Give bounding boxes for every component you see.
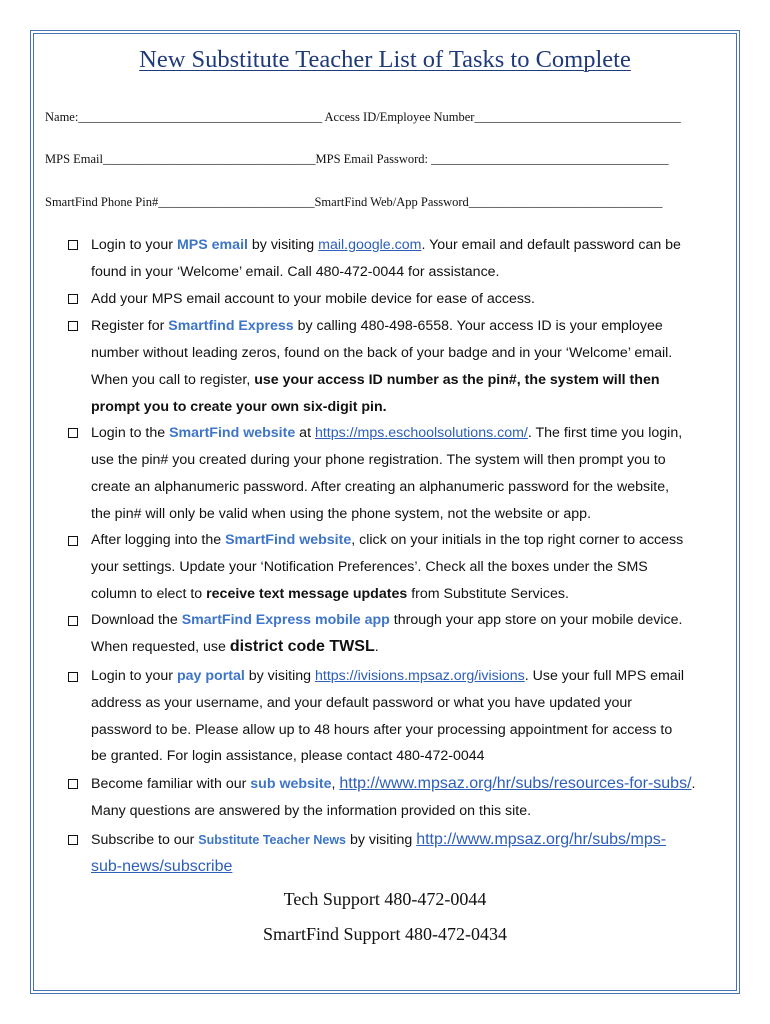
task-checkbox[interactable] <box>68 835 78 845</box>
task-checkbox[interactable] <box>68 294 78 304</box>
smartfind-support: SmartFind Support 480-472-0434 <box>262 924 507 944</box>
mps-email-field[interactable]: MPS Email__________________________________ <box>45 152 316 166</box>
field-row-email <box>45 152 725 167</box>
ivisions-link[interactable]: https://ivisions.mpsaz.org/ivisions <box>314 668 525 684</box>
mps-email-highlight: MPS email <box>176 237 248 253</box>
eschoolsolutions-link[interactable]: https://mps.eschoolsolutions.com/ <box>314 425 528 441</box>
name-field[interactable]: Name:_______________________________________ <box>45 110 323 124</box>
pay-portal-highlight: pay portal <box>176 668 245 684</box>
smartfind-app-highlight: SmartFind Express mobile app <box>181 612 390 628</box>
resources-for-subs-link[interactable]: http://www.mpsaz.org/hr/subs/resources-for-subs/ <box>339 775 692 792</box>
task-line: password to be. Please allow up to 48 hours after your processing appointment for access to <box>91 722 673 738</box>
sub-news-link[interactable]: http://www.mpsaz.org/hr/subs/mps- <box>416 831 667 848</box>
task-line: column to elect to receive text message updates from Substitute Services. <box>91 586 569 602</box>
field-row-name <box>45 110 725 125</box>
task-line <box>91 858 232 876</box>
task-line: be granted. For login assistance, please contact 480-472-0044 <box>91 748 485 764</box>
mps-email-password-field[interactable]: MPS Email Password: ______________________________________ <box>315 152 669 166</box>
task-checkbox[interactable] <box>68 240 78 250</box>
task-line: When you call to register, use your access ID number as the pin#, the system will then <box>91 372 660 388</box>
task-line: address as your username, and your default password or what you have updated your <box>91 695 633 711</box>
task-line: prompt you to create your own six-digit pin. <box>91 399 387 415</box>
task-line: use the pin# you created during your phone registration. The system will then prompt you to <box>91 452 666 468</box>
task-line: Login to your MPS email by visiting mail.google.com. Your email and default password can be <box>91 237 681 253</box>
task-checkbox[interactable] <box>68 779 78 789</box>
task-checkbox[interactable] <box>68 321 78 331</box>
sub-website-highlight: sub website <box>250 776 332 792</box>
task-line: Login to the SmartFind website at https://mps.eschoolsolutions.com/. The first time you login, <box>91 425 683 441</box>
task-line: your settings. Update your ‘Notification Preferences’. Check all the boxes under the SMS <box>91 559 648 575</box>
tech-support: Tech Support 480-472-0044 <box>283 889 487 909</box>
task-line: the pin# will only be valid when using the phone system, not the website or app. <box>91 506 592 522</box>
district-code: district code TWSL <box>229 638 375 655</box>
task-line: number without leading zeros, found on the back of your badge and in your ‘Welcome’ email. <box>91 345 673 361</box>
task-line: Become familiar with our sub website, http://www.mpsaz.org/hr/subs/resources-for-subs/. <box>91 775 696 792</box>
task-line: Register for Smartfind Express by calling 480-498-6558. Your access ID is your employee <box>91 318 663 334</box>
task-line: found in your ‘Welcome’ email. Call 480-472-0044 for assistance. <box>91 264 500 280</box>
access-id-field[interactable]: Access ID/Employee Number_________________________________ <box>324 110 681 124</box>
field-row-smartfind <box>45 195 725 210</box>
task-line: When requested, use district code TWSL. <box>91 638 379 655</box>
smartfind-website-highlight: SmartFind website <box>169 425 296 441</box>
task-line: Subscribe to our Substitute Teacher News by visiting http://www.mpsaz.org/hr/subs/mps- <box>91 831 667 848</box>
task-line: Download the SmartFind Express mobile app through your app store on your mobile device. <box>91 612 683 628</box>
smartfind-website-highlight: SmartFind website <box>225 532 352 548</box>
smartfind-pin-field[interactable]: SmartFind Phone Pin#_________________________ <box>45 195 315 209</box>
task-checkbox[interactable] <box>68 428 78 438</box>
gmail-link[interactable]: mail.google.com <box>318 237 422 253</box>
sub-news-link-cont[interactable]: sub-news/subscribe <box>91 858 233 875</box>
task-line: Add your MPS email account to your mobile device for ease of access. <box>91 291 535 307</box>
task-checkbox[interactable] <box>68 536 78 546</box>
task-line: Many questions are answered by the information provided on this site. <box>91 803 532 819</box>
substitute-news-highlight: Substitute Teacher News <box>198 833 346 847</box>
smartfind-express-highlight: Smartfind Express <box>168 318 294 334</box>
task-checkbox[interactable] <box>68 616 78 626</box>
task-line: After logging into the SmartFind website, click on your initials in the top right corner to access <box>91 532 684 548</box>
page-title: New Substitute Teacher List of Tasks to Complete <box>139 46 631 73</box>
smartfind-password-field[interactable]: SmartFind Web/App Password_______________________________ <box>314 195 663 209</box>
task-checkbox[interactable] <box>68 672 78 682</box>
task-line: create an alphanumeric password. After creating an alphanumeric password for the website, <box>91 479 670 495</box>
task-line: Login to your pay portal by visiting https://ivisions.mpsaz.org/ivisions. Use your full MPS email <box>91 668 684 684</box>
